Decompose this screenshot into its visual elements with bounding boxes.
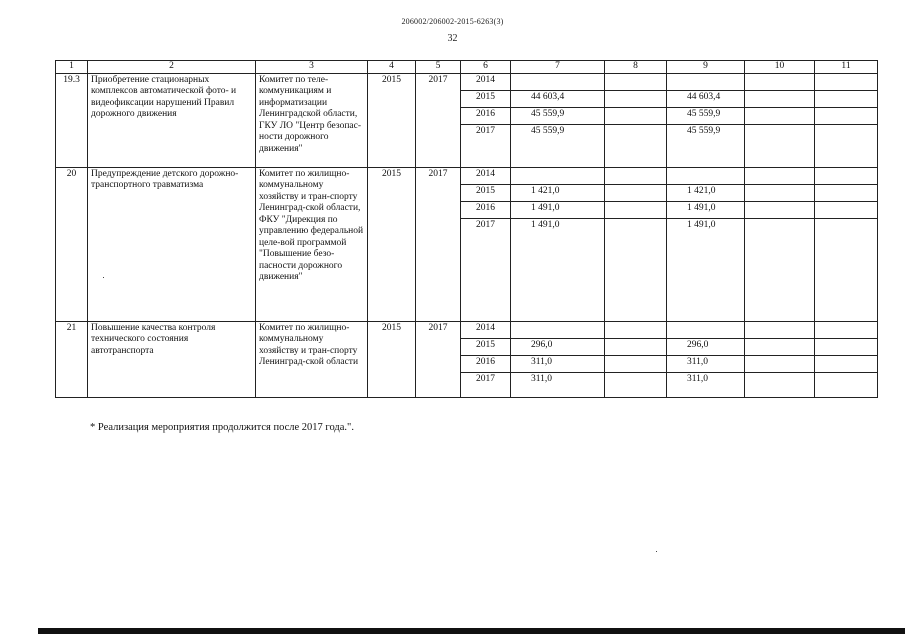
col-9-value: 296,0: [667, 338, 745, 355]
measure-number: 20: [56, 167, 88, 321]
total-amount: 1 491,0: [511, 218, 605, 321]
col-9-value: 45 559,9: [667, 107, 745, 124]
col-10-value: [745, 90, 815, 107]
page-number: 32: [447, 33, 458, 44]
funding-year: 2017: [461, 218, 511, 321]
col-11-value: [815, 124, 878, 167]
col-9-value: 1 491,0: [667, 201, 745, 218]
end-year: 2017: [416, 167, 461, 321]
col-9-value: 45 559,9: [667, 124, 745, 167]
col-9-value: 1 421,0: [667, 184, 745, 201]
col-9-value: [667, 73, 745, 90]
col-8-value: [605, 107, 667, 124]
col-10-value: [745, 201, 815, 218]
funding-year: 2015: [461, 90, 511, 107]
col-11-value: [815, 321, 878, 338]
table-row: [56, 321, 878, 338]
total-amount: [511, 321, 605, 338]
table-row: [56, 73, 878, 90]
total-amount: [511, 167, 605, 184]
funding-year: 2017: [461, 124, 511, 167]
total-amount: 311,0: [511, 372, 605, 397]
measure-number: 19.3: [56, 73, 88, 167]
total-amount: 1 491,0: [511, 201, 605, 218]
end-year: 2017: [416, 73, 461, 167]
col-8-value: [605, 218, 667, 321]
funding-year: 2014: [461, 167, 511, 184]
total-amount: 311,0: [511, 355, 605, 372]
table-header: [56, 61, 878, 74]
measure-number: 21: [56, 321, 88, 397]
column-header: 2: [88, 61, 256, 74]
column-header: 6: [461, 61, 511, 74]
col-10-value: [745, 184, 815, 201]
total-amount: 1 421,0: [511, 184, 605, 201]
col-9-value: [667, 321, 745, 338]
col-9-value: [667, 167, 745, 184]
column-header: 4: [368, 61, 416, 74]
start-year: 2015: [368, 167, 416, 321]
total-amount: 296,0: [511, 338, 605, 355]
footnote: * Реализация мероприятия продолжится после 2017 года.".: [90, 422, 354, 433]
col-10-value: [745, 73, 815, 90]
funding-year: 2016: [461, 201, 511, 218]
col-10-value: [745, 372, 815, 397]
scan-speck: [103, 277, 104, 278]
col-10-value: [745, 321, 815, 338]
col-8-value: [605, 124, 667, 167]
col-8-value: [605, 338, 667, 355]
col-11-value: [815, 107, 878, 124]
funding-year: 2016: [461, 107, 511, 124]
total-amount: 45 559,9: [511, 124, 605, 167]
col-11-value: [815, 355, 878, 372]
col-11-value: [815, 167, 878, 184]
col-8-value: [605, 321, 667, 338]
col-8-value: [605, 372, 667, 397]
funding-year: 2014: [461, 321, 511, 338]
total-amount: 44 603,4: [511, 90, 605, 107]
col-8-value: [605, 201, 667, 218]
document-id: 206002/206002-2015-6263(3): [401, 17, 504, 26]
col-11-value: [815, 338, 878, 355]
col-10-value: [745, 167, 815, 184]
col-11-value: [815, 218, 878, 321]
col-11-value: [815, 90, 878, 107]
start-year: 2015: [368, 321, 416, 397]
total-amount: [511, 73, 605, 90]
table-row: [56, 167, 878, 184]
measure-executor: Комитет по теле-коммуникациям и информатизации Ленинградской области, ГКУ ЛО "Центр безопас-ности дорожного движения": [256, 73, 368, 167]
scan-edge-bar: [38, 628, 905, 634]
col-10-value: [745, 218, 815, 321]
col-8-value: [605, 90, 667, 107]
measure-name: Повышение качества контроля технического состояния автотранспорта: [88, 321, 256, 397]
column-header: 10: [745, 61, 815, 74]
funding-year: 2015: [461, 338, 511, 355]
column-header: 5: [416, 61, 461, 74]
column-header: 7: [511, 61, 605, 74]
program-measures-table: [55, 60, 878, 398]
column-header: 8: [605, 61, 667, 74]
measure-executor: Комитет по жилищно-коммунальному хозяйству и тран-спорту Ленинград-ской области, ФКУ "Дирекция по управлению федеральной целе-вой программой "Повышение безо-пасности дорожного движения": [256, 167, 368, 321]
col-9-value: 44 603,4: [667, 90, 745, 107]
funding-year: 2015: [461, 184, 511, 201]
col-10-value: [745, 355, 815, 372]
col-8-value: [605, 184, 667, 201]
column-header: 1: [56, 61, 88, 74]
column-header: 11: [815, 61, 878, 74]
column-header: 9: [667, 61, 745, 74]
col-8-value: [605, 167, 667, 184]
scan-speck: [656, 551, 657, 552]
end-year: 2017: [416, 321, 461, 397]
funding-year: 2014: [461, 73, 511, 90]
col-9-value: 311,0: [667, 355, 745, 372]
col-10-value: [745, 107, 815, 124]
measure-name: Приобретение стационарных комплексов автоматической фото- и видеофиксации нарушений Правил дорожного движения: [88, 73, 256, 167]
measure-executor: Комитет по жилищно-коммунальному хозяйству и тран-спорту Ленинград-ской области: [256, 321, 368, 397]
start-year: 2015: [368, 73, 416, 167]
col-8-value: [605, 73, 667, 90]
col-11-value: [815, 73, 878, 90]
col-10-value: [745, 124, 815, 167]
col-9-value: 1 491,0: [667, 218, 745, 321]
funding-year: 2016: [461, 355, 511, 372]
column-header: 3: [256, 61, 368, 74]
total-amount: 45 559,9: [511, 107, 605, 124]
col-10-value: [745, 338, 815, 355]
funding-year: 2017: [461, 372, 511, 397]
col-8-value: [605, 355, 667, 372]
col-11-value: [815, 372, 878, 397]
measure-name: Предупреждение детского дорожно-транспортного травматизма: [88, 167, 256, 321]
col-11-value: [815, 201, 878, 218]
col-9-value: 311,0: [667, 372, 745, 397]
col-11-value: [815, 184, 878, 201]
